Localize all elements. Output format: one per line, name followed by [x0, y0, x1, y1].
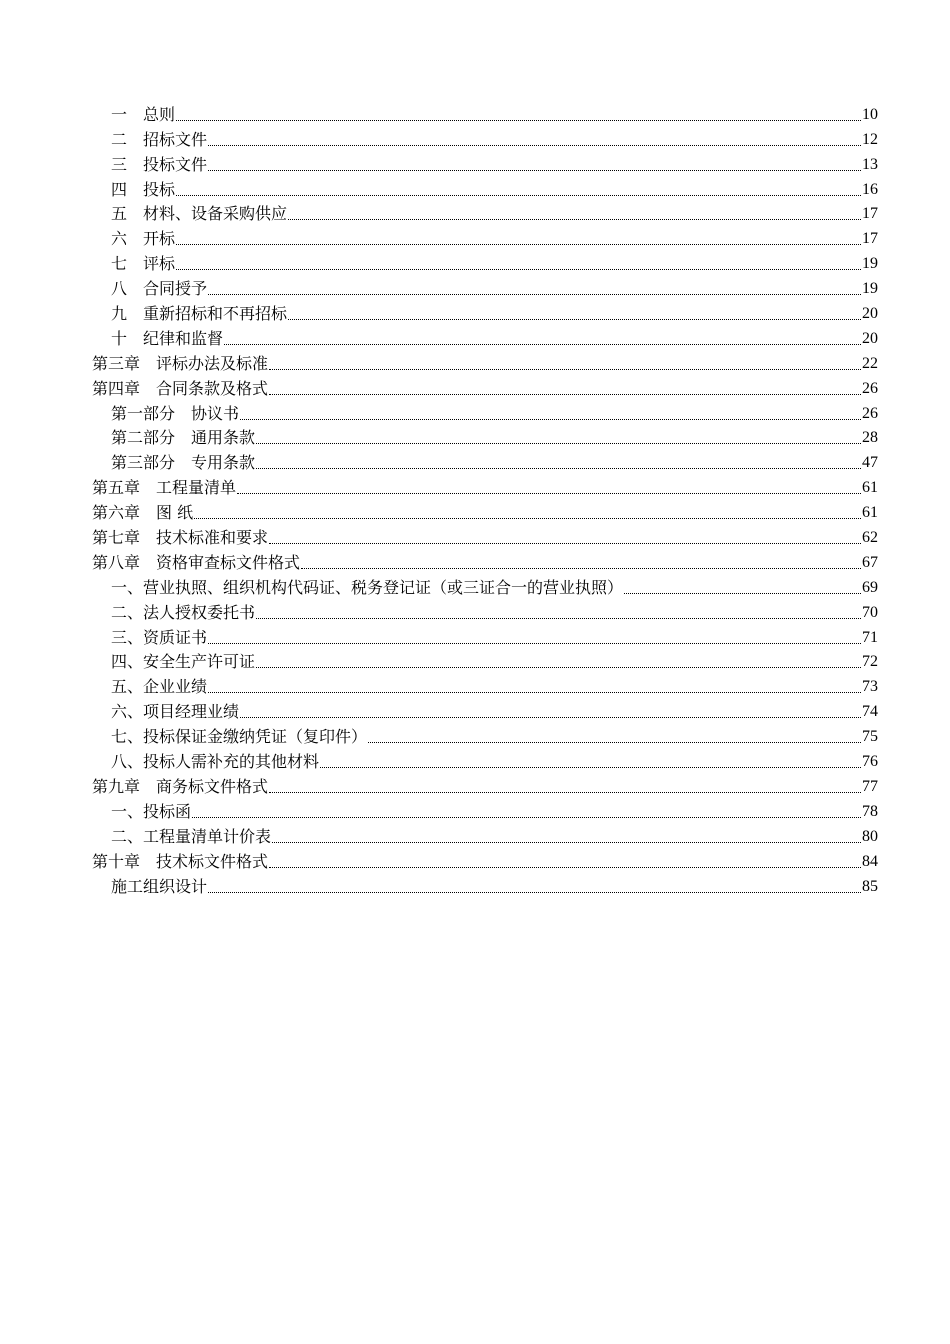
toc-rows: [92, 100, 878, 897]
toc-entry[interactable]: [92, 374, 878, 399]
toc-entry[interactable]: [92, 274, 878, 299]
toc-entry-title: 七 评标: [111, 254, 176, 274]
toc-entry[interactable]: [92, 448, 878, 473]
toc-dot-leader: [269, 792, 861, 793]
toc-dot-leader: [269, 543, 861, 544]
toc-dot-leader: [224, 344, 861, 345]
toc-dot-leader: [208, 145, 861, 146]
toc-entry[interactable]: [92, 872, 878, 897]
toc-entry[interactable]: [92, 125, 878, 150]
toc-dot-leader: [176, 269, 861, 270]
toc-dot-leader: [256, 443, 861, 444]
toc-entry-page-number: 26: [862, 404, 878, 422]
toc-entry-title: 七、投标保证金缴纳凭证（复印件）: [111, 727, 368, 747]
toc-entry[interactable]: [92, 399, 878, 424]
toc-entry-page-number: 74: [862, 703, 878, 721]
toc-dot-leader: [288, 219, 861, 220]
toc-entry-page-number: 84: [862, 852, 878, 870]
toc-dot-leader: [176, 244, 861, 245]
toc-entry-page-number: 17: [862, 230, 878, 248]
toc-entry-title: 五、企业业绩: [111, 677, 208, 697]
toc-entry-title: 二 招标文件: [111, 129, 208, 149]
toc-entry-page-number: 73: [862, 678, 878, 696]
toc-dot-leader: [240, 419, 861, 420]
toc-entry[interactable]: [92, 523, 878, 548]
toc-entry-page-number: 13: [862, 155, 878, 173]
toc-entry[interactable]: [92, 598, 878, 623]
toc-entry-page-number: 19: [862, 255, 878, 273]
toc-entry[interactable]: [92, 797, 878, 822]
toc-entry-title: 二、法人授权委托书: [111, 602, 256, 622]
toc-entry-page-number: 69: [862, 578, 878, 596]
toc-entry-title: 一、投标函: [111, 801, 192, 821]
toc-dot-leader: [256, 667, 861, 668]
toc-dot-leader: [368, 742, 861, 743]
toc-dot-leader: [194, 518, 861, 519]
toc-entry-title: 第十章 技术标文件格式: [92, 851, 269, 871]
toc-entry[interactable]: [92, 349, 878, 374]
toc-entry-title: 二、工程量清单计价表: [111, 826, 272, 846]
toc-entry[interactable]: [92, 249, 878, 274]
toc-entry-page-number: 20: [862, 305, 878, 323]
toc-entry-page-number: 62: [862, 529, 878, 547]
toc-dot-leader: [624, 593, 861, 594]
toc-entry-title: 六 开标: [111, 229, 176, 249]
table-of-contents: [92, 100, 878, 897]
toc-entry-page-number: 67: [862, 553, 878, 571]
toc-entry-page-number: 12: [862, 130, 878, 148]
toc-entry[interactable]: [92, 772, 878, 797]
toc-entry-page-number: 71: [862, 628, 878, 646]
toc-dot-leader: [208, 294, 861, 295]
toc-entry-title: 第三章 评标办法及标准: [92, 353, 269, 373]
toc-entry-page-number: 20: [862, 329, 878, 347]
toc-entry[interactable]: [92, 697, 878, 722]
toc-entry[interactable]: [92, 100, 878, 125]
toc-entry-title: 五 材料、设备采购供应: [111, 204, 288, 224]
toc-dot-leader: [256, 618, 861, 619]
toc-entry-title: 第三部分 专用条款: [111, 453, 256, 473]
toc-entry-title: 一、营业执照、组织机构代码证、税务登记证（或三证合一的营业执照）: [111, 577, 624, 597]
toc-entry[interactable]: [92, 498, 878, 523]
toc-entry-title: 六、项目经理业绩: [111, 702, 240, 722]
toc-entry-page-number: 47: [862, 454, 878, 472]
toc-dot-leader: [288, 319, 861, 320]
toc-entry-page-number: 16: [862, 180, 878, 198]
toc-entry[interactable]: [92, 747, 878, 772]
toc-dot-leader: [176, 120, 861, 121]
toc-entry-page-number: 77: [862, 777, 878, 795]
toc-entry-title: 三 投标文件: [111, 154, 208, 174]
toc-entry-title: 九 重新招标和不再招标: [111, 304, 288, 324]
toc-entry-page-number: 17: [862, 205, 878, 223]
toc-entry-title: 第八章 资格审查标文件格式: [92, 552, 301, 572]
toc-entry-page-number: 26: [862, 379, 878, 397]
toc-entry-page-number: 85: [862, 877, 878, 895]
toc-entry[interactable]: [92, 175, 878, 200]
toc-dot-leader: [272, 842, 861, 843]
toc-entry-page-number: 61: [862, 504, 878, 522]
toc-entry-title: 第四章 合同条款及格式: [92, 378, 269, 398]
toc-entry-page-number: 75: [862, 728, 878, 746]
toc-entry-page-number: 61: [862, 479, 878, 497]
toc-entry[interactable]: [92, 822, 878, 847]
toc-entry[interactable]: [92, 672, 878, 697]
toc-entry-title: 四、安全生产许可证: [111, 652, 256, 672]
toc-entry-title: 八、投标人需补充的其他材料: [111, 752, 320, 772]
toc-entry-page-number: 19: [862, 280, 878, 298]
toc-entry[interactable]: [92, 623, 878, 648]
toc-entry-page-number: 72: [862, 653, 878, 671]
toc-entry-title: 三、资质证书: [111, 627, 208, 647]
toc-entry-title: 一 总则: [111, 104, 176, 124]
toc-entry-page-number: 28: [862, 429, 878, 447]
toc-entry-page-number: 80: [862, 827, 878, 845]
toc-dot-leader: [256, 468, 861, 469]
toc-dot-leader: [320, 767, 861, 768]
toc-dot-leader: [208, 643, 861, 644]
toc-entry-title: 施工组织设计: [111, 876, 208, 896]
toc-entry[interactable]: [92, 473, 878, 498]
toc-dot-leader: [192, 817, 861, 818]
toc-entry-title: 十 纪律和监督: [111, 328, 224, 348]
toc-dot-leader: [269, 394, 861, 395]
toc-entry-title: 八 合同授予: [111, 279, 208, 299]
toc-entry-title: 第五章 工程量清单: [92, 478, 237, 498]
toc-dot-leader: [208, 892, 861, 893]
toc-dot-leader: [237, 493, 861, 494]
toc-entry[interactable]: [92, 722, 878, 747]
toc-entry-page-number: 76: [862, 753, 878, 771]
toc-entry-page-number: 10: [862, 105, 878, 123]
toc-entry-title: 四 投标: [111, 179, 176, 199]
toc-entry[interactable]: [92, 200, 878, 225]
toc-dot-leader: [301, 568, 861, 569]
toc-entry[interactable]: [92, 847, 878, 872]
toc-entry-page-number: 22: [862, 354, 878, 372]
toc-entry[interactable]: [92, 424, 878, 449]
toc-entry-title: 第一部分 协议书: [111, 403, 240, 423]
toc-entry-title: 第九章 商务标文件格式: [92, 776, 269, 796]
toc-dot-leader: [269, 867, 861, 868]
toc-dot-leader: [208, 692, 861, 693]
toc-entry[interactable]: [92, 150, 878, 175]
toc-entry[interactable]: [92, 548, 878, 573]
toc-dot-leader: [176, 195, 861, 196]
toc-entry[interactable]: [92, 224, 878, 249]
toc-dot-leader: [240, 717, 861, 718]
toc-dot-leader: [269, 369, 861, 370]
toc-entry[interactable]: [92, 299, 878, 324]
toc-entry-title: 第七章 技术标准和要求: [92, 528, 269, 548]
toc-dot-leader: [208, 170, 861, 171]
toc-entry[interactable]: [92, 573, 878, 598]
toc-entry-page-number: 78: [862, 802, 878, 820]
toc-entry-title: 第六章 图 纸: [92, 503, 194, 523]
toc-entry-title: 第二部分 通用条款: [111, 428, 256, 448]
toc-entry-page-number: 70: [862, 603, 878, 621]
toc-entry[interactable]: [92, 648, 878, 673]
toc-entry[interactable]: [92, 324, 878, 349]
